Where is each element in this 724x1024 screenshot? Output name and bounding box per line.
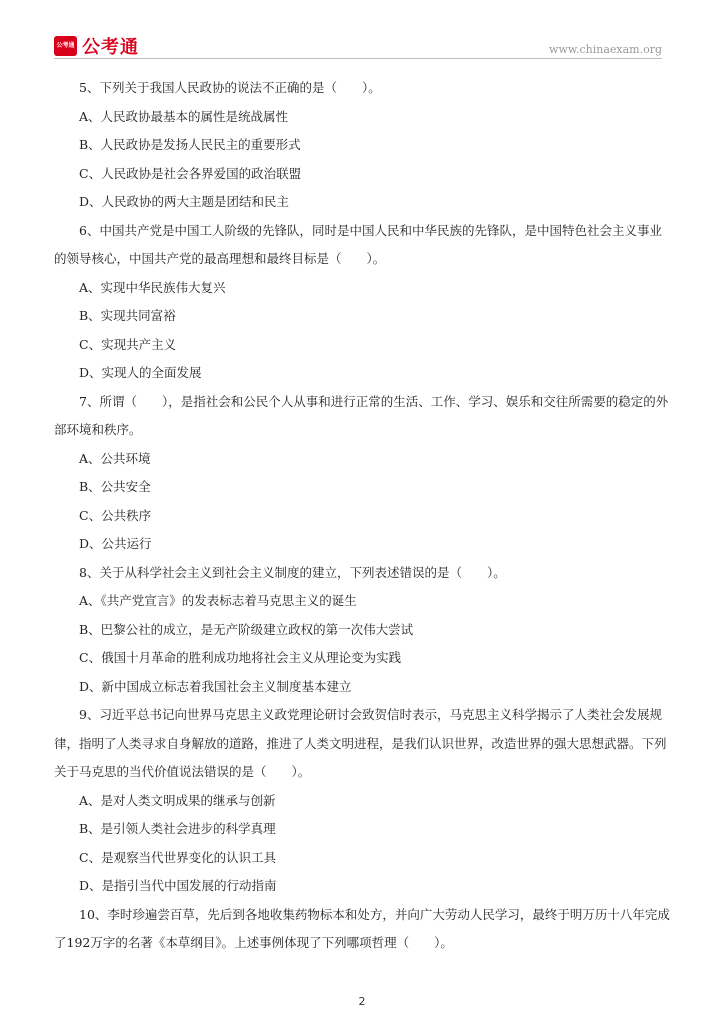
question-8 — [54, 559, 672, 702]
option-d: D、实现人的全面发展 — [79, 365, 202, 380]
option-b: B、巴黎公社的成立，是无产阶级建立政权的第一次伟大尝试 — [79, 621, 414, 637]
option-b: B、实现共同富裕 — [79, 308, 176, 323]
question-10 — [54, 901, 672, 958]
question-text: 10、李时珍遍尝百草，先后到各地收集药物标本和处方，并向广大劳动人民学习，最终于明万历十八年完成了192万字的名著《本草纲目》。上述事例体现了下列哪项哲理（ ）。 — [54, 906, 670, 950]
question-6 — [54, 217, 672, 388]
option-a: A、是对人类文明成果的继承与创新 — [79, 792, 276, 808]
question-text: 9、习近平总书记向世界马克思主义政党理论研讨会致贺信时表示，马克思主义科学揭示了人类社会发展规律，指明了人类寻求自身解放的道路，推进了人类文明进程，是我们认识世界，改造世界的强大思想武器。下列关于马克思的当代价值说法错误的是（ ）。 — [54, 707, 667, 779]
logo-text: 公考通 — [82, 37, 139, 58]
option-a: A、人民政协最基本的属性是统战属性 — [79, 108, 289, 124]
question-9 — [54, 701, 672, 901]
option-d: D、公共运行 — [79, 536, 152, 551]
page-number: 2 — [358, 995, 366, 1008]
option-a: A、公共环境 — [79, 450, 151, 466]
option-a: A、《共产党宣言》的发表标志着马克思主义的诞生 — [79, 593, 357, 608]
option-d: D、人民政协的两大主题是团结和民主 — [79, 194, 290, 209]
option-c: C、是观察当代世界变化的认识工具 — [79, 849, 277, 865]
header-divider — [54, 58, 662, 59]
question-text: 7、所谓（ ），是指社会和公民个人从事和进行正常的生活、工作、学习、娱乐和交往所需要的稳定的外部环境和秩序。 — [54, 393, 669, 437]
question-text: 8、关于从科学社会主义到社会主义制度的建立，下列表述错误的是（ ）。 — [79, 564, 506, 580]
option-d: D、是指引当代中国发展的行动指南 — [79, 878, 277, 893]
option-c: C、实现共产主义 — [79, 336, 177, 352]
option-d: D、新中国成立标志着我国社会主义制度基本建立 — [79, 678, 352, 694]
question-7 — [54, 388, 672, 559]
option-b: B、公共安全 — [79, 479, 151, 494]
option-a: A、实现中华民族伟大复兴 — [79, 279, 226, 295]
option-c: C、人民政协是社会各界爱国的政治联盟 — [79, 165, 302, 181]
site-url[interactable]: www.chinaexam.org — [549, 43, 662, 56]
option-c: C、俄国十月革命的胜利成功地将社会主义从理论变为实践 — [79, 650, 402, 665]
question-text: 6、中国共产党是中国工人阶级的先锋队，同时是中国人民和中华民族的先锋队，是中国特色社会主义事业的领导核心，中国共产党的最高理想和最终目标是（ ）。 — [54, 222, 662, 266]
option-b: B、人民政协是发扬人民民主的重要形式 — [79, 137, 301, 152]
question-5 — [54, 74, 672, 217]
question-text: 5、下列关于我国人民政协的说法不正确的是（ ）。 — [79, 80, 381, 95]
option-c: C、公共秩序 — [79, 507, 152, 523]
logo-icon: 公考通 — [54, 36, 77, 56]
option-b: B、是引领人类社会进步的科学真理 — [79, 821, 276, 836]
question-list — [54, 74, 672, 958]
